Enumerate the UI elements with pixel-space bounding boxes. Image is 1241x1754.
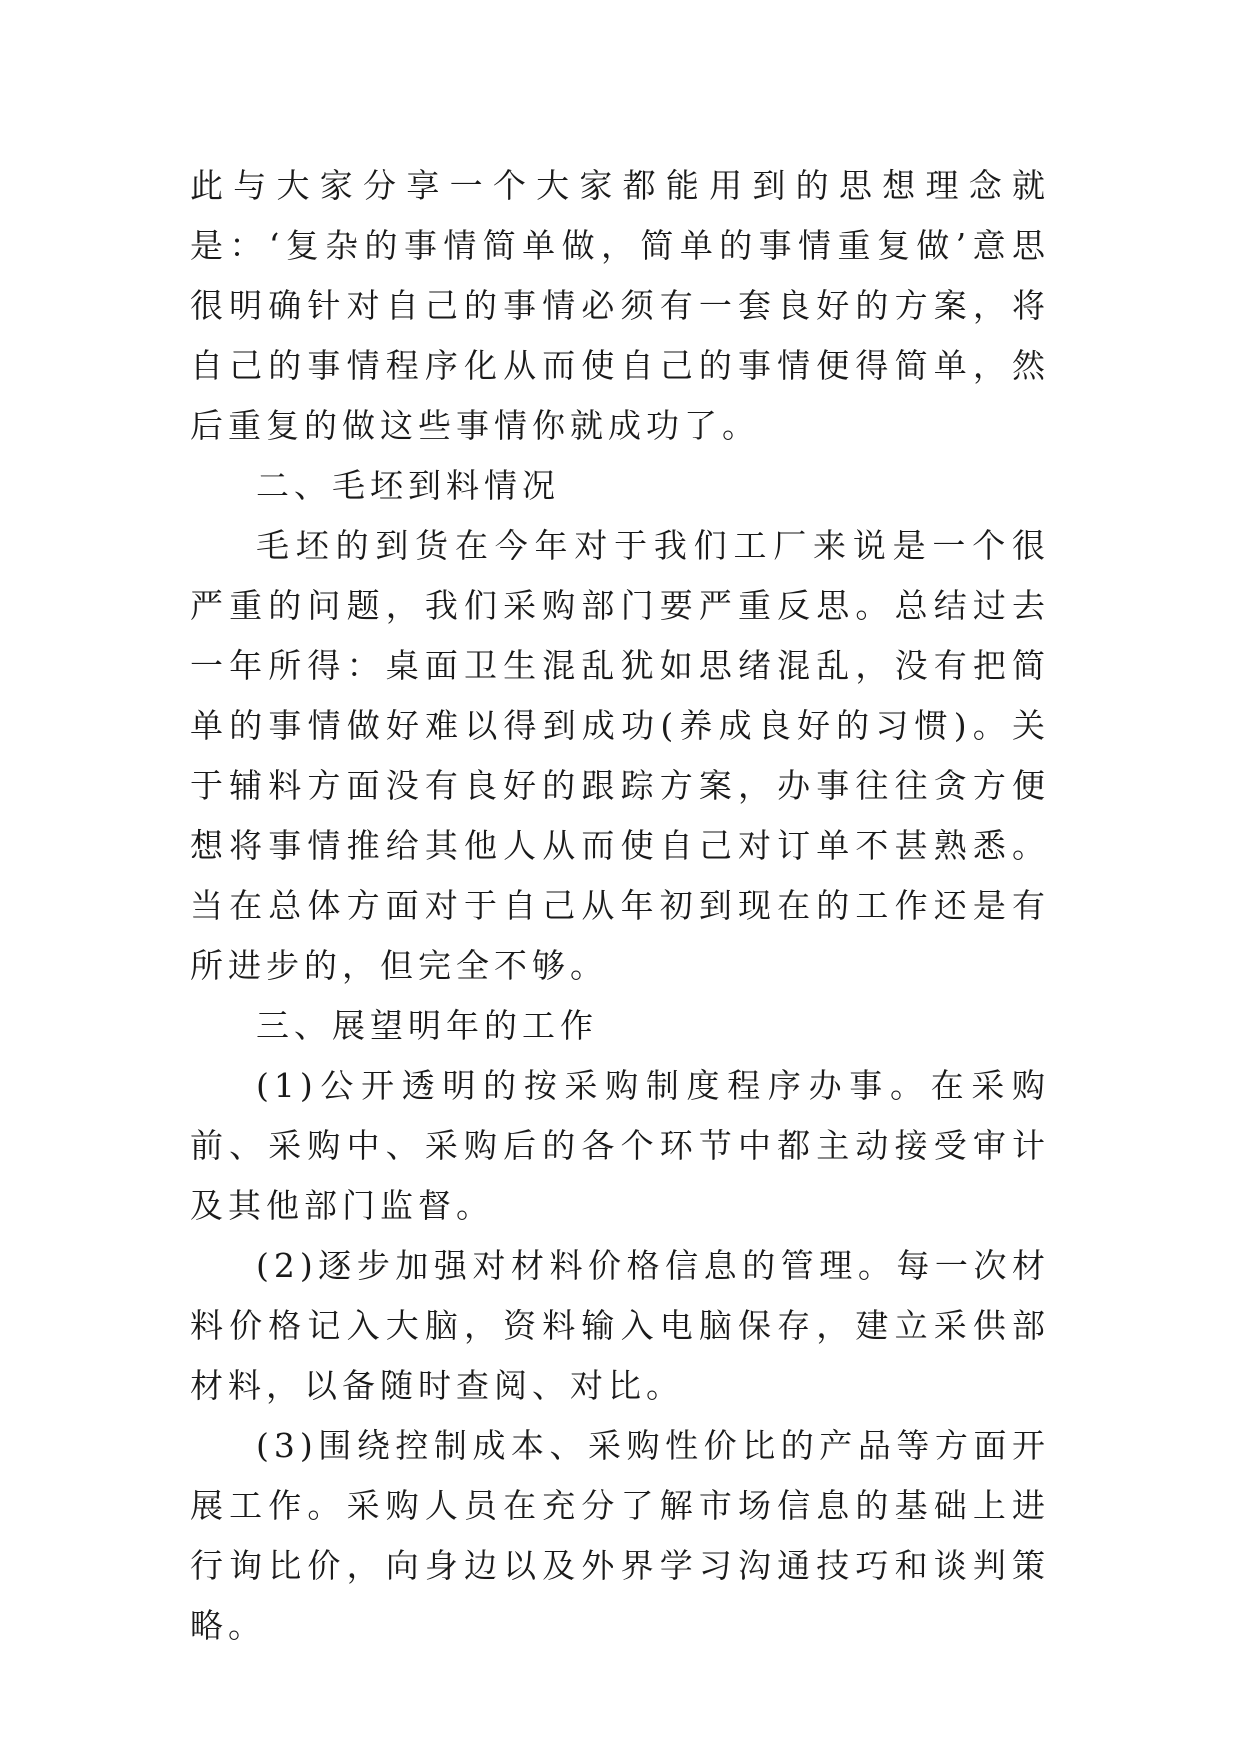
list-item-3: (3)围绕控制成本、采购性价比的产品等方面开展工作。采购人员在充分了解市场信息的基础上进行询比价，向身边以及外界学习沟通技巧和谈判策略。: [190, 1426, 1050, 1645]
section-heading-next-year-outlook: 三、展望明年的工作: [256, 1006, 598, 1045]
paragraph-blank-arrival: 毛坯的到货在今年对于我们工厂来说是一个很严重的问题，我们采购部门要严重反思。总结过去一年所得：桌面卫生混乱犹如思绪混乱，没有把简单的事情做好难以得到成功(养成良好的习惯)。关于辅料方面没有良好的跟踪方案，办事往往贪方便想将事情推给其他人从而使自己对订单不甚熟悉。当在总体方面对于自己从年初到现在的工作还是有所进步的，但完全不够。: [190, 526, 1050, 985]
list-item-1: (1)公开透明的按采购制度程序办事。在采购前、采购中、采购后的各个环节中都主动接受审计及其他部门监督。: [190, 1066, 1050, 1225]
list-item-2: (2)逐步加强对材料价格信息的管理。每一次材料价格记入大脑，资料输入电脑保存，建立采供部材料，以备随时查阅、对比。: [190, 1246, 1050, 1405]
paragraph-continuation: 此与大家分享一个大家都能用到的思想理念就是：‘复杂的事情简单做，简单的事情重复做’意思很明确针对自己的事情必须有一套良好的方案，将自己的事情程序化从而使自己的事情便得简单，然后重复的做这些事情你就成功了。: [190, 166, 1050, 445]
document-body: [190, 156, 1050, 1656]
section-heading-blank-arrival: 二、毛坯到料情况: [256, 466, 560, 505]
